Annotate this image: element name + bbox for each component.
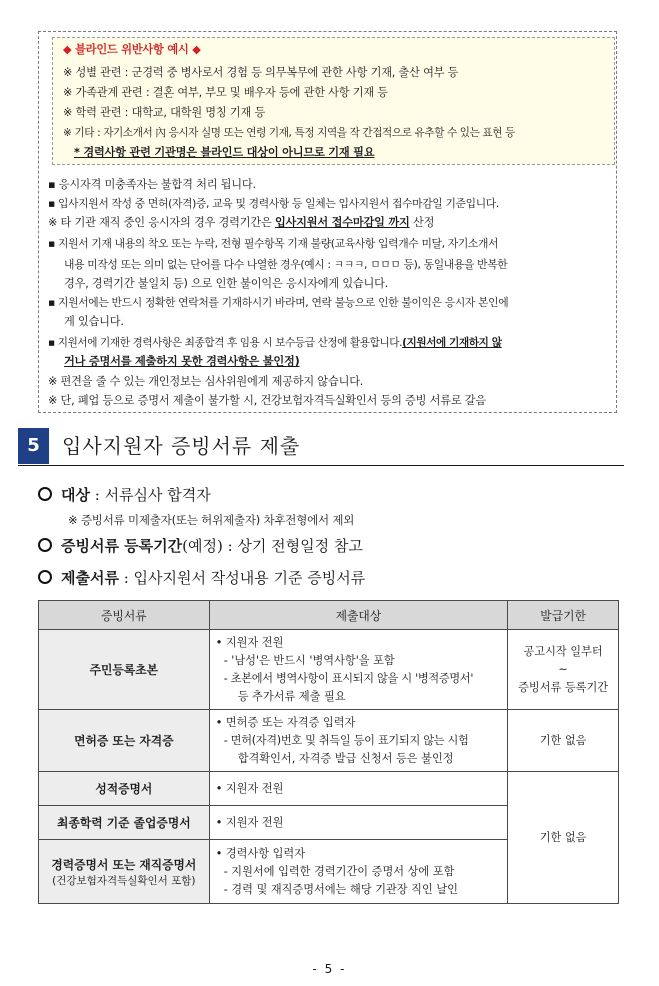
circle-bullet-icon	[38, 538, 52, 552]
header-period: 발급기한	[508, 601, 619, 630]
doc-name: 성적증명서	[39, 772, 210, 806]
doc-period: 기한 없음	[508, 772, 619, 904]
notice-line: ▪ 지원서에 기재한 경력사항은 최종합격 후 임용 시 보수등급 산정에 활용합니다.(지원서에 기재하지 않	[48, 337, 502, 349]
blind-item: ※ 성별 관련 : 군경력 중 병사로서 경험 등 의무복무에 관한 사항 기재, 출산 여부 등	[63, 66, 459, 79]
blind-box-title: ◆ 블라인드 위반사항 예시 ◆	[63, 43, 201, 56]
documents-table	[38, 600, 619, 904]
doc-target: • 지원자 전원 - '남성'은 반드시 '병역사항'을 포함 - 초본에서 병역사항이 표시되지 않을 시 '병적증명서' 등 추가서류 제출 필요	[209, 630, 508, 710]
notice-line: ※ 편견을 줄 수 있는 개인정보는 심사위원에게 제공하지 않습니다.	[48, 375, 364, 388]
doc-subtitle: (건강보험자격득실확인서 포함)	[52, 874, 196, 887]
notice-line: 게 있습니다.	[64, 315, 124, 328]
notice-line: 내용 미작성 또는 의미 없는 단어를 다수 나열한 경우(예시 : ㅋㅋㅋ, ㅁㅁㅁ 등), 동일내용을 반복한	[64, 258, 508, 271]
target-bullet: 대상 : 서류심사 합격자	[38, 484, 211, 505]
table-row	[39, 630, 619, 710]
career-emphasis: 거나 증명서를 제출하지 못한 경력사항은 불인정)	[64, 355, 300, 368]
section-divider	[18, 465, 624, 466]
notice-line: ▪ 지원서에는 반드시 정확한 연락처를 기재하시기 바라며, 연락 불능으로 인한 불이익은 응시자 본인에	[48, 296, 509, 309]
doc-name: 최종학력 기준 졸업증명서	[39, 806, 210, 840]
notice-line: ▪ 응시자격 미충족자는 불합격 처리 됩니다.	[48, 178, 256, 191]
notice-line: ※ 타 기관 재직 중인 응시자의 경우 경력기간은 입사지원서 접수마감일 까지 산정	[48, 216, 435, 229]
header-document: 증빙서류	[39, 601, 210, 630]
blind-item: ※ 기타 : 자기소개서 內 응시자 실명 또는 연령 기재, 특정 지역을 작 간접적으로 유추할 수 있는 표현 등	[63, 127, 515, 139]
career-emphasis: (지원서에 기재하지 않	[402, 337, 502, 349]
notice-line: ※ 단, 폐업 등으로 증명서 제출이 불가할 시, 건강보험자격득실확인서 등의 증빙 서류로 갈음	[48, 394, 487, 407]
doc-period: 기한 없음	[508, 710, 619, 772]
table-row	[39, 710, 619, 772]
target-note: ※ 증빙서류 미제출자(또는 허위제출자) 차후전형에서 제외	[68, 513, 355, 527]
doc-target: • 지원자 전원	[209, 806, 508, 840]
circle-bullet-icon	[38, 487, 52, 501]
documents-bullet: 제출서류 : 입사지원서 작성내용 기준 증빙서류	[38, 567, 365, 588]
page-number: - 5 -	[312, 962, 347, 976]
doc-name: 면허증 또는 자격증	[39, 710, 210, 772]
doc-name: 경력증명서 또는 재직증명서 (건강보험자격득실확인서 포함)	[39, 840, 210, 904]
blind-item: ※ 학력 관련 : 대학교, 대학원 명칭 기재 등	[63, 106, 266, 119]
table-row	[39, 772, 619, 806]
section-title: 입사지원자 증빙서류 제출	[62, 434, 301, 458]
doc-target: • 지원자 전원	[209, 772, 508, 806]
doc-target: • 경력사항 입력자 - 지원서에 입력한 경력기간이 증명서 상에 포함 - 경력 및 재직증명서에는 해당 기관장 직인 날인	[209, 840, 508, 904]
doc-period: 공고시작 일부터 ~ 증빙서류 등록기간	[508, 630, 619, 710]
blind-box-note: * 경력사항 관련 기관명은 블라인드 대상이 아니므로 기재 필요	[74, 146, 375, 159]
table-header-row	[39, 601, 619, 630]
period-bullet: 증빙서류 등록기간(예정) : 상기 전형일정 참고	[38, 535, 363, 556]
notice-line: ▪ 입사지원서 작성 중 면허(자격)증, 교육 및 경력사항 등 일체는 입사지원서 접수마감일 기준입니다.	[48, 197, 499, 210]
blind-item: ※ 가족관계 관련 : 결혼 여부, 부모 및 배우자 등에 관한 사항 기재 등	[63, 86, 388, 99]
section-number: 5	[18, 428, 49, 464]
doc-name: 주민등록초본	[39, 630, 210, 710]
header-target: 제출대상	[209, 601, 508, 630]
notice-line: ▪ 지원서 기재 내용의 착오 또는 누락, 전형 필수항목 기재 불량(교육사항 입력개수 미달, 자기소개서	[48, 237, 499, 250]
doc-target: • 면허증 또는 자격증 입력자 - 면허(자격)번호 및 취득일 등이 표기되지 않는 시험 합격확인서, 자격증 발급 신청서 등은 불인정	[209, 710, 508, 772]
notice-line: 경우, 경력기간 불일치 등) 으로 인한 불이익은 응시자에게 있습니다.	[64, 277, 389, 290]
deadline-emphasis: 입사지원서 접수마감일 까지	[274, 216, 410, 229]
circle-bullet-icon	[38, 570, 52, 584]
